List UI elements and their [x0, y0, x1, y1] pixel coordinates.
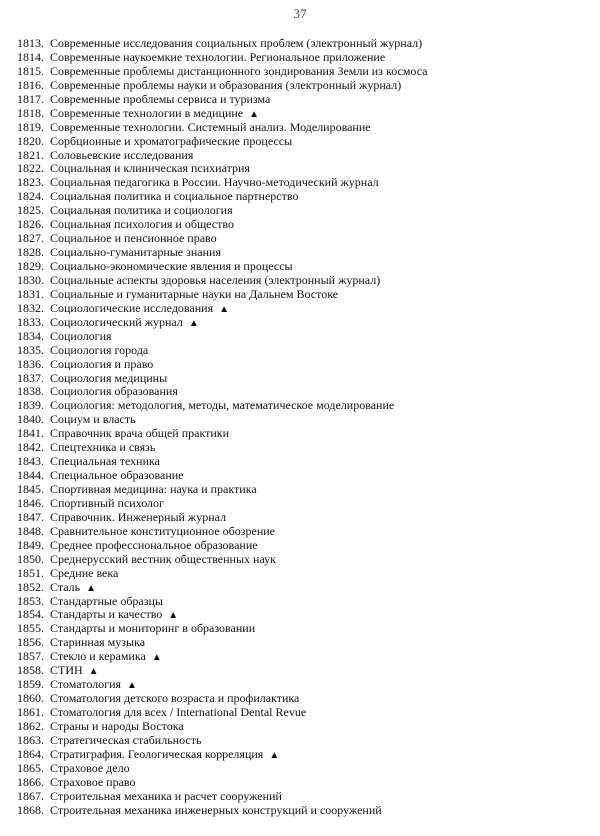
entry-number: 1823.	[17, 175, 44, 190]
entry-number: 1848.	[17, 523, 44, 538]
list-item	[17, 149, 592, 163]
list-item	[17, 316, 592, 330]
list-item	[17, 762, 592, 776]
entry-number: 1843.	[17, 454, 44, 469]
list-item	[17, 260, 592, 274]
entry-title: Специальное образование	[50, 469, 184, 483]
entry-number: 1814.	[17, 49, 44, 64]
list-item	[17, 344, 592, 358]
entry-title: Стандарты и мониторинг в образовании	[50, 622, 256, 636]
entry-title: Современные технологии. Системный анализ. Моделирование	[50, 120, 371, 134]
list-item	[17, 678, 592, 692]
list-item	[17, 776, 592, 790]
entry-number: 1856.	[17, 635, 44, 650]
entry-number: 1824.	[17, 189, 44, 204]
list-item	[17, 288, 592, 302]
entry-title: Социальное и пенсионное право	[50, 232, 217, 246]
entry-number: 1862.	[17, 718, 44, 733]
list-item	[17, 748, 592, 762]
triangle-marker-icon: ▲	[86, 582, 97, 594]
entry-title: Социология и право	[50, 357, 154, 371]
entry-title: Стратегическая стабильность	[50, 733, 202, 747]
entry-title: Современные исследования социальных проблем (электронный журнал)	[50, 37, 423, 50]
entry-number: 1822.	[17, 161, 44, 176]
entry-title: Социальные аспекты здоровья населения (электронный журнал)	[50, 273, 381, 287]
entry-title: Социологический журнал	[50, 315, 183, 329]
entry-title: Спортивная медицина: наука и практика	[50, 483, 257, 496]
entry-title: Социальная политика и социология	[50, 204, 233, 218]
entry-number: 1846.	[17, 495, 44, 510]
entry-title: Социальные и гуманитарные науки на Дальнем Востоке	[50, 287, 339, 301]
list-item	[17, 162, 592, 176]
entry-title: Сорбционные и хроматографические процессы	[50, 134, 293, 148]
entry-number: 1866.	[17, 774, 44, 789]
entry-number: 1829.	[17, 259, 44, 273]
entry-number: 1821.	[17, 147, 44, 162]
entry-title: Социология образования	[50, 385, 178, 399]
triangle-marker-icon: ▲	[151, 652, 162, 664]
entry-number: 1833.	[17, 314, 44, 329]
entry-title: Среднее профессиональное образование	[50, 538, 258, 552]
entry-title: Современные проблемы науки и образования (электронный журнал)	[50, 78, 402, 92]
list-item	[17, 330, 592, 344]
entry-title: Страховое дело	[50, 761, 130, 775]
list-item	[17, 595, 592, 609]
list-item	[17, 567, 592, 581]
list-item	[17, 706, 592, 720]
list-item	[17, 650, 592, 664]
entry-number: 1826.	[17, 217, 44, 232]
entry-title: Стоматология для всех / International Dental Revue	[50, 706, 307, 719]
entry-number: 1841.	[17, 426, 44, 441]
list-item	[17, 302, 592, 316]
list-item	[17, 664, 592, 678]
entry-title: Социум и власть	[50, 413, 136, 427]
entry-title: Социология города	[50, 343, 149, 357]
list-item	[17, 79, 592, 93]
entry-number: 1845.	[17, 482, 44, 496]
entry-number: 1831.	[17, 286, 44, 301]
list-item	[17, 135, 592, 149]
list-item	[17, 204, 592, 218]
entry-title: Современные наукоемкие технологии. Региональное приложение	[50, 50, 386, 64]
entry-number: 1827.	[17, 231, 44, 246]
entry-number: 1817.	[17, 91, 44, 106]
list-item	[17, 525, 592, 539]
entry-title: Социальная и клиническая психиатрия	[50, 162, 250, 176]
entry-number: 1813.	[17, 36, 44, 50]
triangle-marker-icon: ▲	[168, 610, 179, 622]
entry-number: 1842.	[17, 440, 44, 455]
list-item	[17, 636, 592, 650]
entry-number: 1861.	[17, 705, 44, 719]
list-item	[17, 511, 592, 525]
entry-title: Спортивный психолог	[50, 496, 164, 510]
entry-number: 1868.	[17, 802, 44, 817]
entry-number: 1855.	[17, 621, 44, 636]
entry-number: 1837.	[17, 370, 44, 385]
list-item	[17, 93, 592, 107]
list-item	[17, 622, 592, 636]
entry-number: 1838.	[17, 384, 44, 399]
list-item	[17, 246, 592, 260]
list-item	[17, 37, 592, 51]
entry-title: Социально-гуманитарные знания	[50, 246, 221, 260]
list-item	[17, 720, 592, 734]
list-item	[17, 232, 592, 246]
entry-number: 1849.	[17, 537, 44, 552]
entry-number: 1857.	[17, 649, 44, 664]
entry-title: Социальная педагогика в России. Научно-методический журнал	[50, 176, 379, 190]
entry-title: Справочник врача общей практики	[50, 427, 230, 441]
list-item	[17, 218, 592, 232]
entry-title: Средние века	[50, 566, 119, 580]
list-item	[17, 455, 592, 469]
triangle-marker-icon: ▲	[249, 108, 260, 120]
list-item	[17, 497, 592, 511]
entry-number: 1852.	[17, 579, 44, 594]
list-item	[17, 804, 592, 818]
list-item	[17, 176, 592, 190]
list-item	[17, 692, 592, 706]
entry-number: 1830.	[17, 272, 44, 287]
list-item	[17, 121, 592, 135]
entry-number: 1840.	[17, 412, 44, 427]
list-item	[17, 427, 592, 441]
entry-title: Современные проблемы дистанционного зондирования Земли из космоса	[50, 64, 428, 78]
entry-title: Социология: методология, методы, математическое моделирование	[50, 399, 395, 413]
entry-number: 1864.	[17, 746, 44, 761]
entry-title: Страховое право	[50, 775, 136, 789]
list-item	[17, 51, 592, 65]
list-item	[17, 399, 592, 413]
entry-title: Спецтехника и связь	[50, 441, 156, 455]
entry-title: Сталь	[50, 580, 81, 594]
entry-title: Социология медицины	[50, 371, 168, 385]
entry-number: 1850.	[17, 551, 44, 566]
entry-number: 1865.	[17, 760, 44, 775]
entry-title: Социология	[50, 329, 112, 343]
entry-title: Современные технологии в медицине	[50, 106, 244, 120]
entry-title: Стекло и керамика	[50, 650, 146, 664]
entry-title: Строительная механика инженерных конструкций и сооружений	[50, 803, 382, 817]
entry-title: Стратиграфия. Геологическая корреляция	[50, 747, 264, 761]
entry-title: Стоматология	[50, 678, 122, 692]
entry-number: 1858.	[17, 663, 44, 678]
list-item	[17, 413, 592, 427]
triangle-marker-icon: ▲	[88, 666, 99, 678]
entry-number: 1828.	[17, 245, 44, 260]
list-item	[17, 190, 592, 204]
list-item	[17, 65, 592, 79]
entry-number: 1847.	[17, 509, 44, 524]
entry-number: 1867.	[17, 788, 44, 803]
entry-number: 1825.	[17, 203, 44, 218]
entry-title: Строительная механика и расчет сооружений	[50, 789, 282, 803]
entry-number: 1863.	[17, 732, 44, 747]
entry-number: 1853.	[17, 593, 44, 608]
entry-number: 1816.	[17, 77, 44, 92]
entry-title: Социальная психология и общество	[50, 218, 234, 232]
list-item	[17, 581, 592, 595]
list-item	[17, 608, 592, 622]
entry-title: Социальная политика и социальное партнерство	[50, 190, 299, 204]
list-item	[17, 107, 592, 121]
entry-title: Среднерусский вестник общественных наук	[50, 552, 276, 566]
entry-title: Современные проблемы сервиса и туризма	[50, 92, 271, 106]
page-number: 37	[293, 6, 307, 21]
entry-number: 1834.	[17, 328, 44, 343]
list-item	[17, 358, 592, 372]
entry-title: Старинная музыка	[50, 636, 146, 650]
entry-title: Сравнительное конституционное обозрение	[50, 524, 275, 538]
list-item	[17, 483, 592, 497]
triangle-marker-icon: ▲	[188, 317, 199, 329]
entry-number: 1835.	[17, 342, 44, 357]
entry-number: 1854.	[17, 607, 44, 622]
entry-number: 1860.	[17, 691, 44, 706]
entry-number: 1815.	[17, 63, 44, 78]
list-item	[17, 734, 592, 748]
list-item	[17, 372, 592, 386]
entry-number: 1820.	[17, 133, 44, 148]
entry-title: Стандарты и качество	[50, 608, 163, 622]
entry-title: Социологические исследования	[50, 301, 214, 315]
journal-list	[17, 37, 592, 818]
entry-number: 1819.	[17, 119, 44, 134]
entry-title: Стоматология детского возраста и профилактика	[50, 692, 300, 706]
entry-title: Страны и народы Востока	[50, 719, 184, 733]
entry-number: 1851.	[17, 565, 44, 580]
list-item	[17, 274, 592, 288]
triangle-marker-icon: ▲	[127, 680, 137, 692]
entry-title: Специальная техника	[50, 455, 160, 469]
triangle-marker-icon: ▲	[219, 303, 230, 315]
entry-number: 1818.	[17, 105, 44, 120]
entry-number: 1859.	[17, 677, 44, 692]
list-item	[17, 385, 592, 399]
entry-title: Стандартные образцы	[50, 594, 163, 608]
list-item	[17, 539, 592, 553]
list-item	[17, 469, 592, 483]
list-item	[17, 441, 592, 455]
entry-title: Справочник. Инженерный журнал	[50, 510, 227, 524]
list-item	[17, 790, 592, 804]
entry-number: 1836.	[17, 356, 44, 371]
entry-number: 1844.	[17, 468, 44, 483]
entry-title: Социально-экономические явления и процессы	[50, 260, 293, 273]
entry-title: СТИН	[50, 664, 83, 678]
list-item	[17, 553, 592, 567]
entry-number: 1832.	[17, 300, 44, 315]
triangle-marker-icon: ▲	[269, 749, 280, 761]
entry-title: Соловьевские исследования	[50, 148, 194, 162]
entry-number: 1839.	[17, 398, 44, 413]
